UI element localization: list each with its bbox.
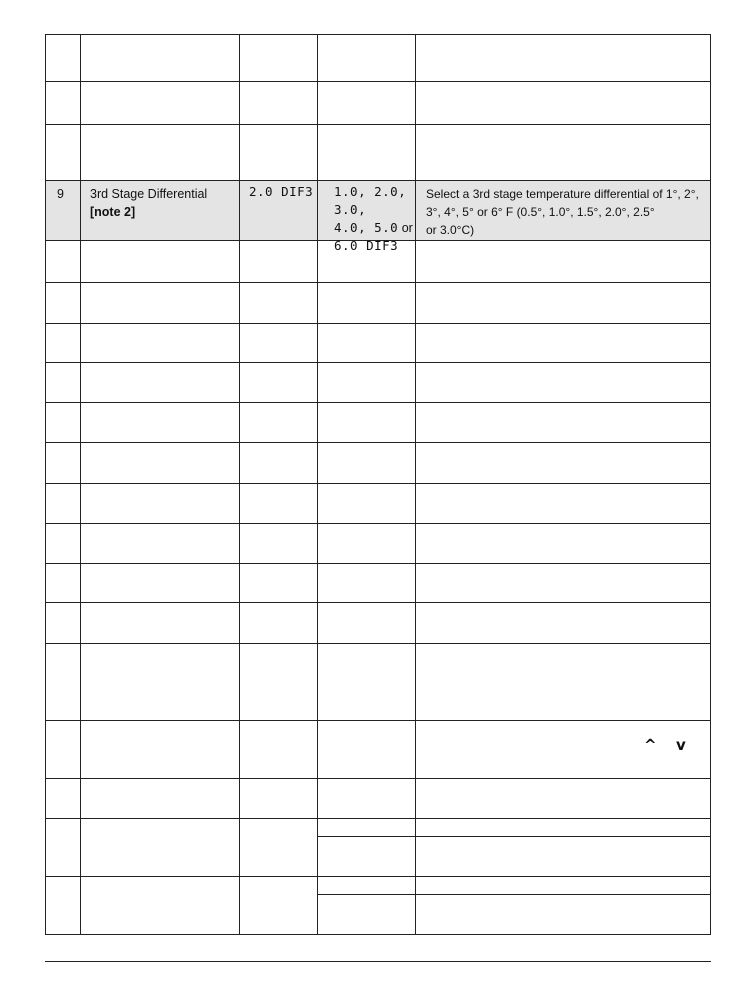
table-row (46, 363, 710, 403)
table-row-highlighted (46, 181, 710, 253)
column-divider (317, 35, 318, 934)
table-row (46, 443, 710, 484)
column-divider (415, 35, 416, 934)
description-line-3: or 3.0°C) (426, 223, 475, 237)
table-row (46, 564, 710, 603)
description-line-2: 3°, 4°, 5° or 6° F (0.5°, 1.0°, 1.5°, 2.0°, 2.5° (426, 205, 655, 219)
table-row-split (46, 877, 710, 934)
table-row (46, 403, 710, 443)
sub-row-divider (318, 894, 710, 895)
description-cell (426, 185, 716, 239)
table-row (46, 603, 710, 644)
function-note: [note 2] (90, 205, 136, 219)
down-arrow-icon: v (676, 736, 686, 754)
table-row (46, 82, 710, 125)
table-row (46, 35, 710, 82)
up-arrow-icon: ^ (644, 736, 657, 754)
table-row (46, 644, 710, 721)
options-line-2: 4.0, 5.0 (334, 220, 399, 235)
table-row (46, 125, 710, 181)
table-row (46, 721, 710, 779)
description-line-1: Select a 3rd stage temperature differential of 1°, 2°, (426, 187, 699, 201)
sub-row-divider (318, 836, 710, 837)
function-name-cell (90, 185, 240, 221)
default-display-value: 2.0 DIF3 (249, 184, 314, 199)
table-row (46, 324, 710, 363)
row-number: 9 (57, 187, 64, 201)
options-or: or (398, 221, 413, 235)
table-row (46, 241, 710, 283)
options-line-1: 1.0, 2.0, 3.0, (334, 184, 407, 217)
footer-rule (45, 961, 711, 962)
function-name: 3rd Stage Differential (90, 187, 208, 201)
column-divider (239, 35, 240, 934)
table-row-split (46, 819, 710, 877)
column-divider (80, 35, 81, 934)
options-line-3: 6.0 DIF3 (334, 238, 399, 253)
table-row (46, 779, 710, 819)
table-row (46, 484, 710, 524)
settings-table (45, 34, 711, 935)
table-row (46, 524, 710, 564)
table-row (46, 283, 710, 324)
